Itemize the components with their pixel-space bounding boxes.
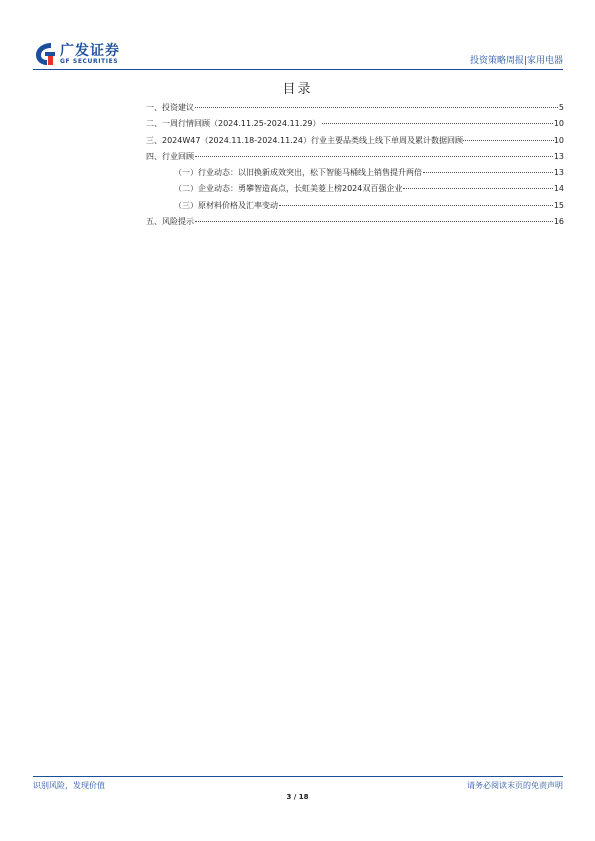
toc-item-label: （二）企业动态：勇攀智造高点，长虹美菱上榜2024双百强企业 <box>174 184 403 194</box>
page-number: 3 / 18 <box>286 793 309 801</box>
toc-leader-dots <box>195 107 558 108</box>
toc-leader-dots <box>423 172 553 173</box>
toc-item-page: 15 <box>553 200 564 210</box>
toc-item-page: 5 <box>558 103 564 112</box>
toc-leader-dots <box>279 205 553 206</box>
toc-item-page: 10 <box>553 119 564 129</box>
gf-logo-icon <box>33 41 57 67</box>
toc-item-page: 10 <box>553 135 564 145</box>
page-header <box>33 40 563 70</box>
toc-item-label: 一、投资建议 <box>146 103 194 112</box>
logo-text-en: GF SECURITIES <box>60 58 119 65</box>
toc-item-label: 二、一周行情回顾（2024.11.25-2024.11.29） <box>146 119 321 129</box>
toc-leader-dots <box>403 188 552 189</box>
toc-item-page: 16 <box>553 217 564 227</box>
footer-divider <box>33 776 563 777</box>
toc-item[interactable] <box>146 102 564 118</box>
toc-item-page: 13 <box>553 151 564 161</box>
toc-title: 目录 <box>282 82 313 97</box>
toc-item-label: 三、2024W47（2024.11.18-2024.11.24）行业主要品类线上线下单周及累计数据回顾 <box>146 135 463 145</box>
toc-subitem[interactable] <box>146 167 564 183</box>
toc-item[interactable] <box>146 135 564 151</box>
toc-item-label: 五、风险提示 <box>146 217 194 227</box>
header-divider <box>33 69 563 70</box>
toc-item-page: 13 <box>553 168 564 178</box>
footer-slogan: 识别风险，发现价值 <box>33 781 105 790</box>
gf-logo <box>33 40 193 70</box>
toc-item-label: （三）原材料价格及汇率变动 <box>174 200 278 210</box>
toc-item-label: （一）行业动态：以旧换新成效突出，松下智能马桶线上销售提升两倍 <box>174 168 422 178</box>
toc-item-label: 四、行业回顾 <box>146 151 194 161</box>
report-type: 投资策略周报|家用电器 <box>469 56 563 66</box>
toc-item[interactable] <box>146 216 564 232</box>
table-of-contents <box>146 102 564 232</box>
toc-leader-dots <box>322 123 553 124</box>
toc-item[interactable] <box>146 151 564 167</box>
logo-text-cn: 广发证券 <box>60 43 120 59</box>
toc-leader-dots <box>195 221 553 222</box>
toc-subitem[interactable] <box>146 200 564 216</box>
toc-leader-dots <box>195 156 553 157</box>
toc-item[interactable] <box>146 118 564 134</box>
toc-item-page: 14 <box>553 184 564 194</box>
toc-leader-dots <box>463 140 554 141</box>
toc-subitem[interactable] <box>146 183 564 199</box>
footer-disclaimer: 请务必阅读末页的免责声明 <box>467 781 563 790</box>
